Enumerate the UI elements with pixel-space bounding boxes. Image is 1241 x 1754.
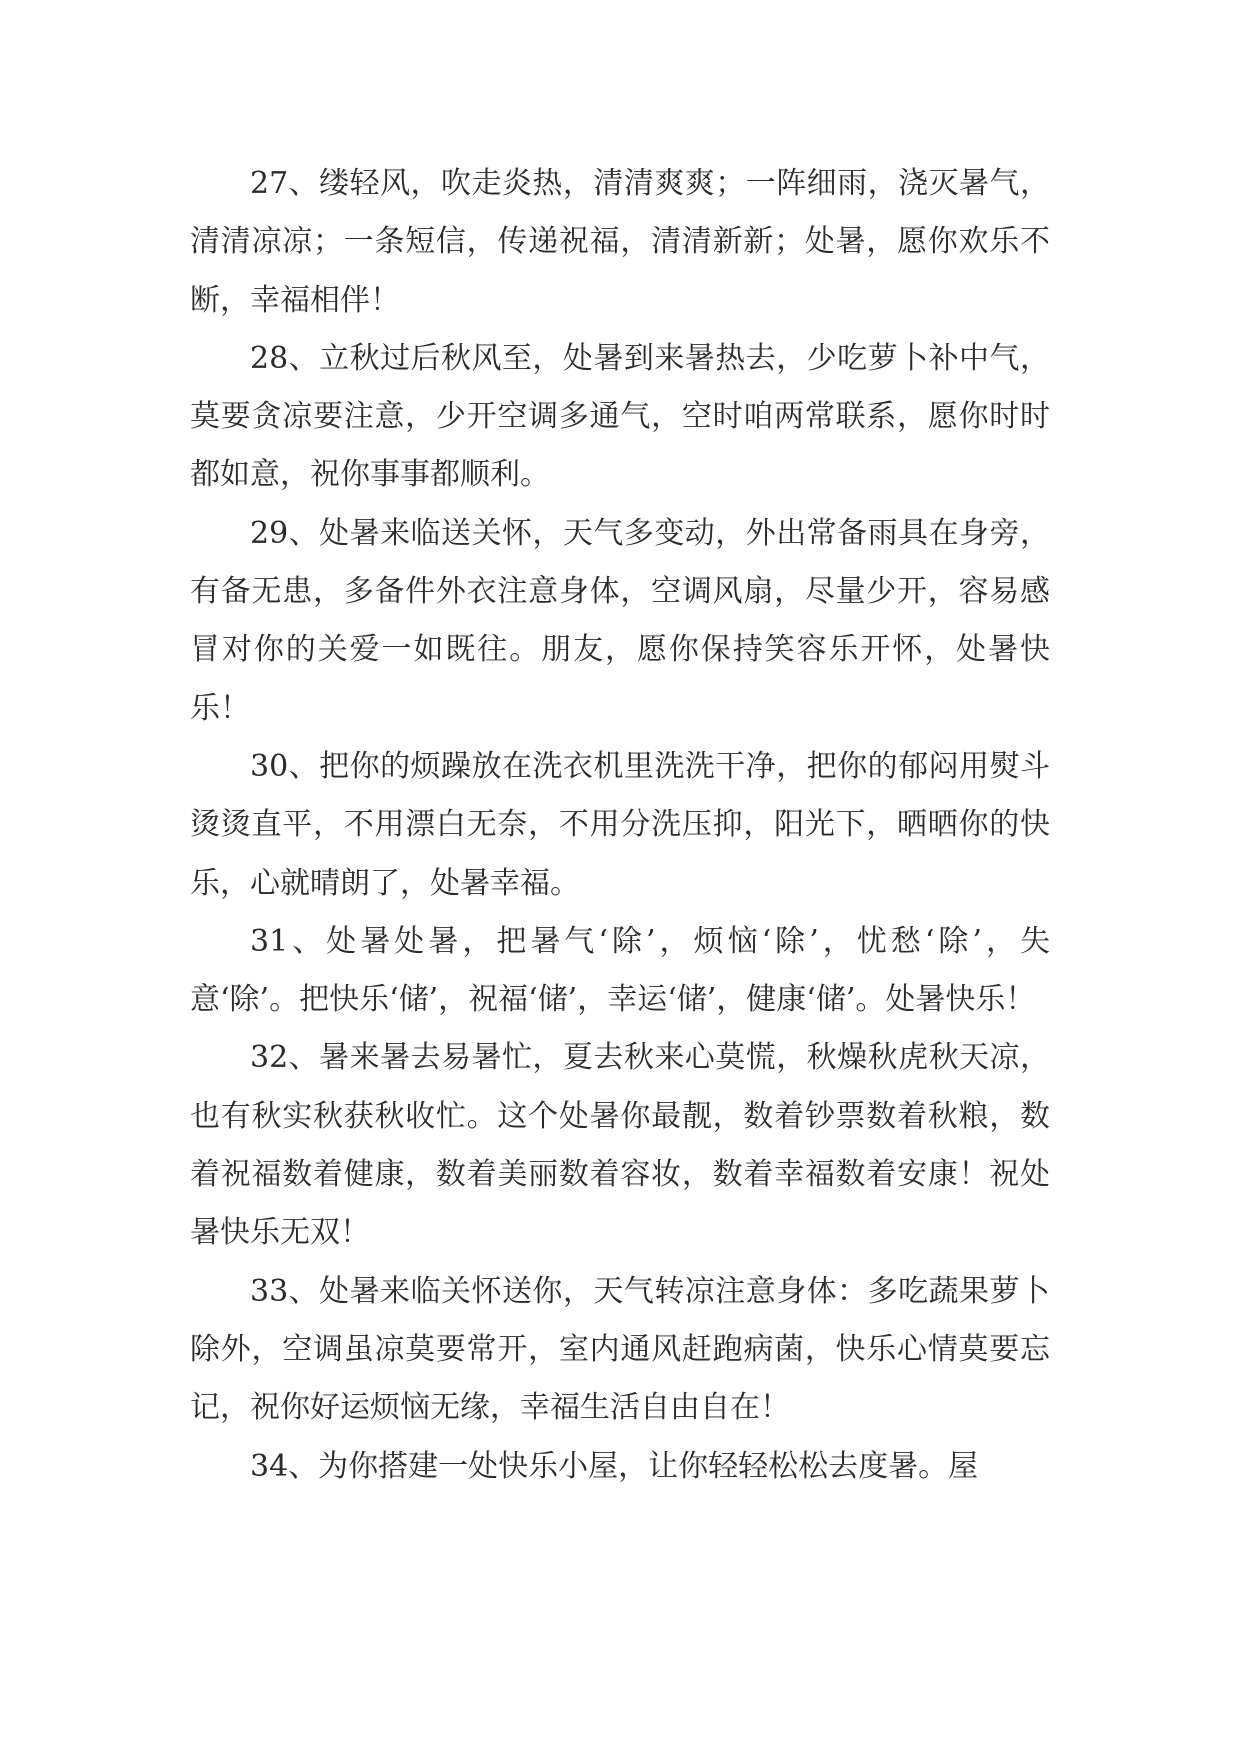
paragraph-30: 30、把你的烦躁放在洗衣机里洗洗干净，把你的郁闷用熨斗烫烫直平，不用漂白无奈，不用分洗压抑，阳光下，晒晒你的快乐，心就晴朗了，处暑幸福。 <box>190 748 1050 901</box>
paragraph-33: 33、处暑来临关怀送你，天气转凉注意身体：多吃蔬果萝卜除外，空调虽凉莫要常开，室内通风赶跑病菌，快乐心情莫要忘记，祝你好运烦恼无缘，幸福生活自由自在！ <box>190 1273 1050 1426</box>
paragraph-28: 28、立秋过后秋风至，处暑到来暑热去，少吃萝卜补中气，莫要贪凉要注意，少开空调多通气，空时咱两常联系，愿你时时都如意，祝你事事都顺利。 <box>190 340 1050 493</box>
paragraph-34: 34、为你搭建一处快乐小屋，让你轻轻松松去度暑。屋 <box>250 1448 979 1484</box>
paragraph-29: 29、处暑来临送关怀，天气多变动，外出常备雨具在身旁，有备无患，多备件外衣注意身体，空调风扇，尽量少开，容易感冒对你的关爱一如既往。朋友，愿你保持笑容乐开怀，处暑快乐！ <box>190 515 1050 726</box>
paragraph-31: 31、处暑处暑，把暑气‘除’，烦恼‘除’，忧愁‘除’，失意‘除’。把快乐‘储’，祝福‘储’，幸运‘储’，健康‘储’。处暑快乐！ <box>190 923 1050 1018</box>
document-body <box>190 155 1050 1496</box>
paragraph-27: 27、缕轻风，吹走炎热，清清爽爽；一阵细雨，浇灭暑气，清清凉凉；一条短信，传递祝福，清清新新；处暑，愿你欢乐不断，幸福相伴！ <box>190 166 1050 318</box>
paragraph-32: 32、暑来暑去易暑忙，夏去秋来心莫慌，秋燥秋虎秋天凉，也有秋实秋获秋收忙。这个处暑你最靓，数着钞票数着秋粮，数着祝福数着健康，数着美丽数着容妆，数着幸福数着安康！祝处暑快乐无双！ <box>190 1040 1050 1251</box>
